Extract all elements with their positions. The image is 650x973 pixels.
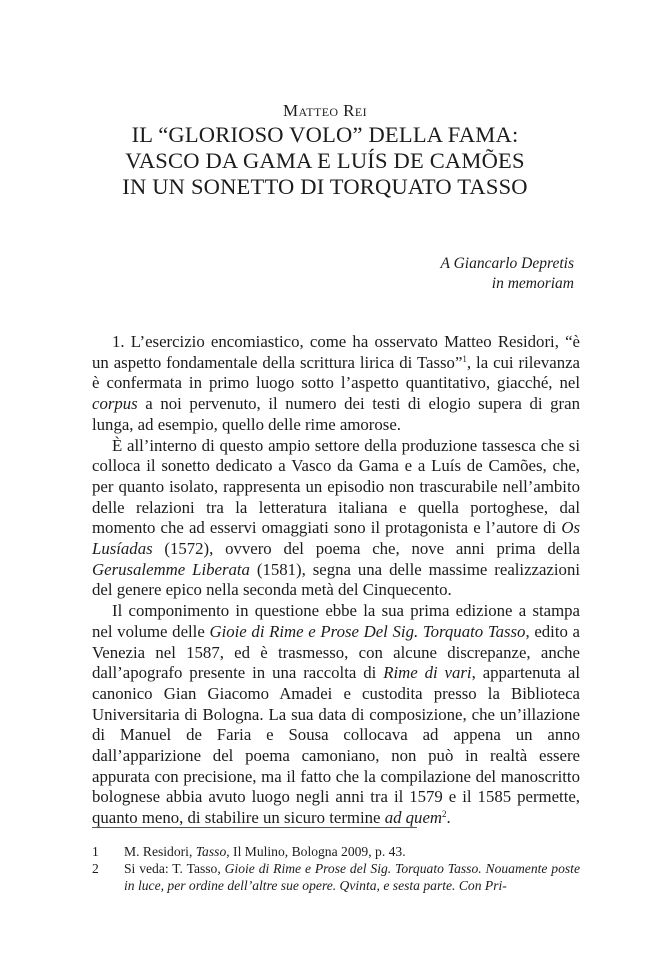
- work-title-rime-di-vari: Rime di vari: [383, 663, 472, 683]
- footnote-1: [92, 843, 580, 860]
- paragraph-1: [92, 332, 580, 436]
- footnote-number: 1: [92, 844, 99, 859]
- term-corpus: corpus: [92, 394, 138, 414]
- p1-text-c: a noi pervenuto, il numero dei testi di elogio supera di gran lunga, ad esempio, quello delle rime amorose.: [92, 394, 580, 434]
- p2-text-a: È all’interno di questo ampio settore della produzione tassesca che si colloca il sonetto dedicato a Vasco da Gama e a Luís de Camões, che, per quanto isolato, rappresenta un episodio non trascurabile nell’ambito delle relazioni tra la letteratura italiana e quella portoghese, dal momento che ad esservi omaggiati sono il protagonista e l’autore di: [92, 435, 580, 538]
- footnote-2: [92, 860, 580, 894]
- fn1-text-b: , Il Mulino, Bologna 2009, p. 43.: [226, 844, 406, 859]
- footnotes: [92, 843, 580, 894]
- p2-text-b: (1572), ovvero del poema che, nove anni prima della: [152, 539, 580, 559]
- article-title: [0, 122, 650, 200]
- title-line-1: IL “GLORIOSO VOLO” DELLA FAMA:: [131, 122, 519, 147]
- work-title-os-lusiadas: Os Lusíadas: [92, 518, 580, 559]
- footnote-text: [124, 843, 580, 860]
- work-title-gioie: Gioie di Rime e Prose Del Sig. Torquato Tasso: [209, 621, 526, 641]
- p1-text-b: , la cui rilevanza è confermata in primo luogo sotto l’aspetto quantitativo, giacché, nel: [92, 352, 580, 393]
- paragraph-3: [92, 601, 580, 829]
- fn2-title-gioie: Gioie di Rime e Prose del Sig. Torquato Tasso. Nouamente poste in luce, per ordine dell’altre sue opere. Qvinta, e sesta parte. Con Pri-: [124, 861, 580, 893]
- work-title-gerusalemme: Gerusalemme Liberata: [92, 559, 250, 579]
- dedication-line-1: A Giancarlo Depretis: [440, 255, 574, 272]
- footnote-ref-2[interactable]: 2: [442, 809, 447, 820]
- term-ad-quem: ad quem: [384, 808, 443, 828]
- p3-text-c: , appartenuta al canonico Gian Giacomo Amadei e custodita presso la Biblioteca Universitaria di Bologna. La sua data di composizione, che un’illazione di Manuel de Faria e Sousa collocava ad appena un anno dall’apparizione del poema camoniano, non può in realtà essere appurata con precisione, ma il fatto che la compilazione del manoscritto bolognese abbia avuto luogo negli anni tra il 1579 e il 1585 permette, quanto meno, di stabilire un sicuro termine: [92, 663, 580, 828]
- title-line-3: IN UN SONETTO DI TORQUATO TASSO: [122, 174, 528, 199]
- title-line-2: VASCO DA GAMA E LUÍS DE CAMÕES: [125, 148, 525, 173]
- paragraph-2: [92, 436, 580, 602]
- footnote-divider: [92, 827, 417, 828]
- dedication: [441, 254, 574, 294]
- footnote-ref-1[interactable]: 1: [462, 353, 467, 364]
- p3-text-a: Il componimento in questione ebbe la sua prima edizione a stampa nel volume delle: [92, 601, 580, 641]
- p3-text-d: .: [446, 808, 451, 828]
- author-name: Matteo Rei: [282, 101, 368, 120]
- fn1-text-a: M. Residori,: [124, 844, 196, 859]
- p1-text-a: 1. L’esercizio encomiastico, come ha osservato Matteo Residori, “è un aspetto fondamentale della scrittura lirica di Tasso”: [92, 332, 580, 372]
- body-text: [92, 332, 580, 829]
- footnote-text: [124, 860, 580, 894]
- fn2-text-a: Si veda: T. Tasso,: [124, 861, 225, 876]
- p3-text-b: , edito a Venezia nel 1587, ed è trasmesso, con alcune discrepanze, anche dall’apografo presente in una raccolta di: [92, 621, 580, 683]
- dedication-line-2: in memoriam: [491, 275, 574, 292]
- footnote-number: 2: [92, 861, 99, 876]
- p2-text-c: (1581), segna una delle massime realizzazioni del genere epico nella seconda metà del Cinquecento.: [92, 559, 580, 600]
- fn1-title-tasso: Tasso: [195, 844, 227, 859]
